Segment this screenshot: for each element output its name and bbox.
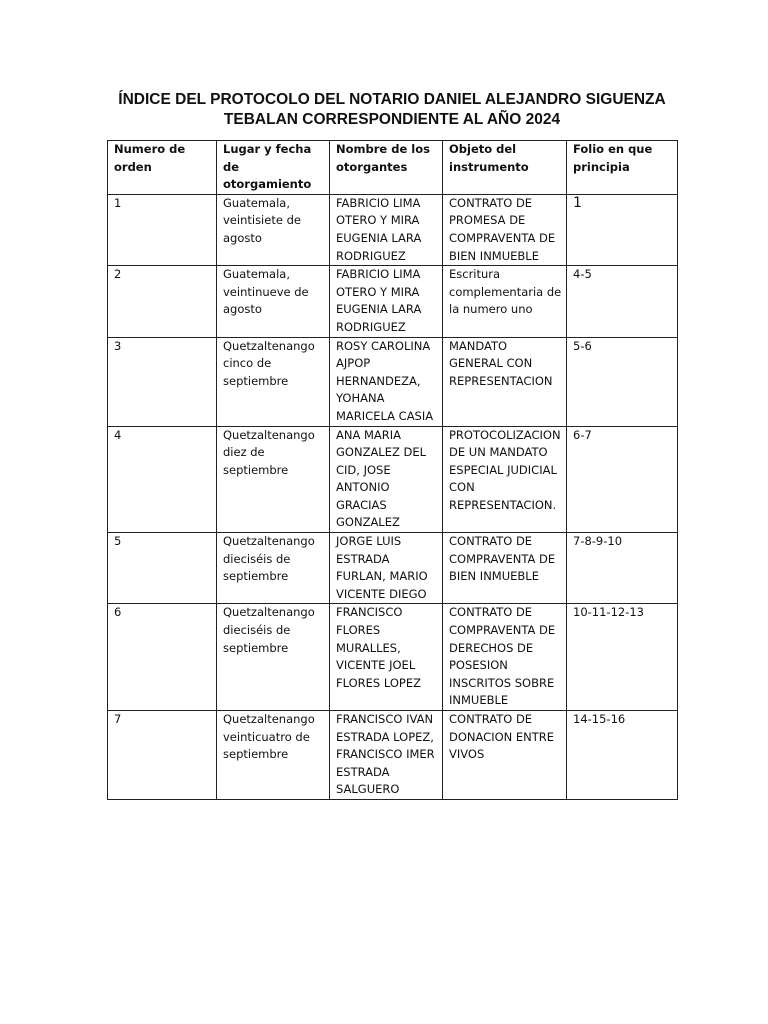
header-otorgantes: Nombre de los otorgantes	[330, 141, 443, 195]
table-row	[108, 604, 678, 711]
cell-folio: 10-11-12-13	[567, 604, 678, 711]
cell-otorgantes: FABRICIO LIMA OTERO Y MIRA EUGENIA LARA RODRIGUEZ	[330, 194, 443, 265]
cell-folio: 14-15-16	[567, 711, 678, 800]
cell-numero-orden: 7	[108, 711, 217, 800]
cell-lugar-fecha: Quetzaltenango diez de septiembre	[217, 426, 330, 533]
cell-objeto: CONTRATO DE COMPRAVENTA DE BIEN INMUEBLE	[443, 533, 567, 604]
cell-folio: 4-5	[567, 266, 678, 337]
table-row	[108, 266, 678, 337]
title-line-2: TEBALAN CORRESPONDIENTE AL AÑO 2024	[223, 111, 561, 128]
table-row	[108, 194, 678, 265]
title-line-1: ÍNDICE DEL PROTOCOLO DEL NOTARIO DANIEL ALEJANDRO SIGUENZA	[118, 91, 666, 108]
protocol-index-table	[107, 140, 678, 800]
cell-numero-orden: 5	[108, 533, 217, 604]
header-folio: Folio en que principia	[567, 141, 678, 195]
cell-folio: 6-7	[567, 426, 678, 533]
cell-otorgantes: FRANCISCO IVAN ESTRADA LOPEZ, FRANCISCO IMER ESTRADA SALGUERO	[330, 711, 443, 800]
cell-objeto: PROTOCOLIZACION DE UN MANDATO ESPECIAL JUDICIAL CON REPRESENTACION.	[443, 426, 567, 533]
table-row	[108, 711, 678, 800]
cell-lugar-fecha: Guatemala, veintinueve de agosto	[217, 266, 330, 337]
cell-lugar-fecha: Quetzaltenango cinco de septiembre	[217, 337, 330, 426]
header-objeto: Objeto del instrumento	[443, 141, 567, 195]
cell-otorgantes: JORGE LUIS ESTRADA FURLAN, MARIO VICENTE DIEGO	[330, 533, 443, 604]
cell-numero-orden: 4	[108, 426, 217, 533]
cell-objeto: CONTRATO DE PROMESA DE COMPRAVENTA DE BIEN INMUEBLE	[443, 194, 567, 265]
cell-numero-orden: 6	[108, 604, 217, 711]
cell-numero-orden: 1	[108, 194, 217, 265]
cell-lugar-fecha: Quetzaltenango veinticuatro de septiembre	[217, 711, 330, 800]
table-header-row	[108, 141, 678, 195]
cell-otorgantes: ROSY CAROLINA AJPOP HERNANDEZA, YOHANA MARICELA CASIA	[330, 337, 443, 426]
cell-otorgantes: ANA MARIA GONZALEZ DEL CID, JOSE ANTONIO GRACIAS GONZALEZ	[330, 426, 443, 533]
table-row	[108, 426, 678, 533]
cell-lugar-fecha: Guatemala, veintisiete de agosto	[217, 194, 330, 265]
cell-objeto: CONTRATO DE DONACION ENTRE VIVOS	[443, 711, 567, 800]
cell-folio: 1	[567, 194, 678, 265]
cell-folio: 5-6	[567, 337, 678, 426]
cell-otorgantes: FABRICIO LIMA OTERO Y MIRA EUGENIA LARA RODRIGUEZ	[330, 266, 443, 337]
cell-otorgantes: FRANCISCO FLORES MURALLES, VICENTE JOEL FLORES LOPEZ	[330, 604, 443, 711]
cell-objeto: MANDATO GENERAL CON REPRESENTACION	[443, 337, 567, 426]
document-title	[60, 90, 724, 130]
header-numero-orden: Numero de orden	[108, 141, 217, 195]
table-row	[108, 337, 678, 426]
cell-lugar-fecha: Quetzaltenango dieciséis de septiembre	[217, 604, 330, 711]
cell-objeto: CONTRATO DE COMPRAVENTA DE DERECHOS DE POSESION INSCRITOS SOBRE INMUEBLE	[443, 604, 567, 711]
cell-objeto: Escritura complementaria de la numero uno	[443, 266, 567, 337]
header-lugar-fecha: Lugar y fecha de otorgamiento	[217, 141, 330, 195]
cell-numero-orden: 2	[108, 266, 217, 337]
cell-numero-orden: 3	[108, 337, 217, 426]
table-row	[108, 533, 678, 604]
cell-folio: 7-8-9-10	[567, 533, 678, 604]
cell-lugar-fecha: Quetzaltenango dieciséis de septiembre	[217, 533, 330, 604]
